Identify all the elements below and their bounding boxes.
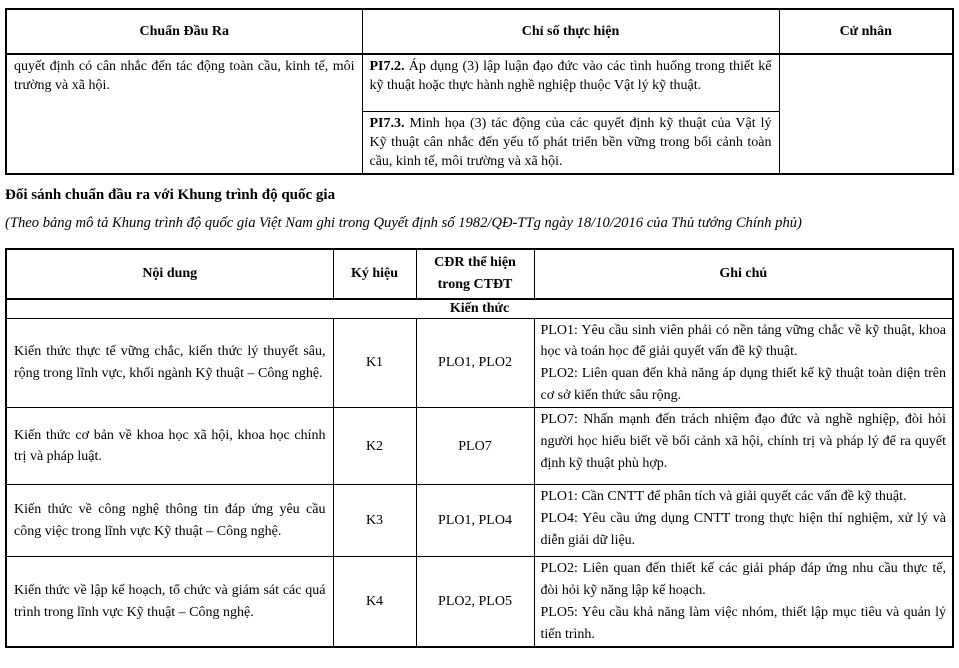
ghi-chu-line: PLO1: Cần CNTT để phân tích và giải quyết các vấn đề kỹ thuật. — [540, 489, 907, 505]
nqf-mapping-table — [5, 248, 954, 648]
cdr-cell-k1: PLO1, PLO2 — [416, 318, 534, 408]
cdr-cell-k2: PLO7 — [416, 408, 534, 485]
ky-hieu-cell-k2: K2 — [333, 408, 416, 485]
indicator-text-pi73: Minh họa (3) tác động của các quyết định kỹ thuật của Vật lý Kỹ thuật cân nhắc đến yếu tố phát triển bền vững trong bối cảnh toàn cầu, kinh tế, môi trường và xã hội. — [369, 115, 772, 169]
group-label-kien-thuc: Kiến thức — [6, 299, 953, 319]
section-note: (Theo bảng mô tả Khung trình độ quốc gia Việt Nam ghi trong Quyết định số 1982/QĐ-TTg ngày 18/10/2016 của Thủ tướng Chính phủ) — [5, 215, 802, 232]
indicator-cell-pi73 — [362, 111, 779, 174]
noi-dung-cell-k4: Kiến thức về lập kế hoạch, tổ chức và giám sát các quá trình trong lĩnh vực Kỹ thuật – Công nghệ. — [6, 557, 333, 647]
table1-header-row — [6, 9, 953, 54]
ghi-chu-line: PLO4: Yêu cầu ứng dụng CNTT trong thực hiện thí nghiệm, xử lý và diễn giải dữ liệu. — [540, 511, 946, 548]
table2-group-row — [6, 299, 953, 319]
indicator-label-pi72: PI7.2. — [369, 59, 405, 74]
table1-row-pi72 — [6, 54, 953, 111]
ky-hieu-cell-k1: K1 — [333, 318, 416, 408]
table1-header-cu-nhan: Cử nhân — [779, 9, 953, 54]
ghi-chu-cell-k2 — [534, 408, 953, 485]
cdr-cell-k4: PLO2, PLO5 — [416, 557, 534, 647]
table-row — [6, 485, 953, 557]
ky-hieu-cell-k3: K3 — [333, 485, 416, 557]
outcomes-indicators-table — [5, 8, 954, 175]
noi-dung-cell-k3: Kiến thức về công nghệ thông tin đáp ứng yêu cầu công việc trong lĩnh vực Kỹ thuật – Công nghệ. — [6, 485, 333, 557]
table2-header-ghi-chu: Ghi chú — [534, 249, 953, 298]
noi-dung-cell-k1: Kiến thức thực tế vững chắc, kiến thức lý thuyết sâu, rộng trong lĩnh vực, khối ngành Kỹ thuật – Công nghệ. — [6, 318, 333, 408]
ghi-chu-line: PLO1: Yêu cầu sinh viên phải có nền tảng vững chắc về kỹ thuật, khoa học và toán học để giải quyết vấn đề kỹ thuật. — [540, 322, 946, 360]
table2-header-noi-dung: Nội dung — [6, 249, 333, 298]
table-row — [6, 557, 953, 647]
table-row — [6, 318, 953, 408]
ghi-chu-cell-k3 — [534, 485, 953, 557]
ghi-chu-line: PLO7: Nhấn mạnh đến trách nhiệm đạo đức và nghề nghiệp, đòi hỏi người học hiểu biết về bối cảnh xã hội, chính trị và pháp lý để ra quyết định kỹ thuật phù hợp. — [540, 412, 946, 471]
ghi-chu-line: PLO2: Liên quan đến thiết kế các giải pháp đáp ứng nhu cầu thực tế, đòi hỏi kỹ năng lập kế hoạch. — [540, 561, 946, 599]
table2-header-row — [6, 249, 953, 298]
ghi-chu-cell-k1 — [534, 318, 953, 408]
indicator-label-pi73: PI7.3. — [369, 115, 405, 131]
indicator-cell-pi72 — [362, 54, 779, 111]
table1-header-chuan-dau-ra: Chuẩn Đầu Ra — [6, 9, 362, 54]
cdr-cell-k3: PLO1, PLO4 — [416, 485, 534, 557]
section-heading: Đối sánh chuẩn đầu ra với Khung trình độ quốc gia — [5, 186, 336, 203]
table-row — [6, 408, 953, 485]
cu-nhan-cell — [779, 54, 953, 174]
noi-dung-cell-k2: Kiến thức cơ bản về khoa học xã hội, khoa học chính trị và pháp luật. — [6, 408, 333, 485]
ky-hieu-cell-k4: K4 — [333, 557, 416, 647]
ghi-chu-line: PLO2: Liên quan đến khả năng áp dụng thiết kế kỹ thuật toàn diện trên cơ sở kiến thức sâu rộng. — [540, 366, 946, 403]
indicator-text-pi72: Áp dụng (3) lập luận đạo đức vào các tình huống trong thiết kế kỹ thuật hoặc thực hành nghề nghiệp thuộc Vật lý kỹ thuật. — [369, 59, 772, 94]
table2-header-cdr: CĐR thể hiện trong CTĐT — [416, 249, 534, 298]
ghi-chu-cell-k4 — [534, 557, 953, 647]
table1-header-chi-so-thuc-hien: Chỉ số thực hiện — [362, 9, 779, 54]
outcome-cell: quyết định có cân nhắc đến tác động toàn cầu, kinh tế, môi trường và xã hội. — [6, 54, 362, 174]
table2-header-ky-hieu: Ký hiệu — [333, 249, 416, 298]
ghi-chu-line: PLO5: Yêu cầu khả năng làm việc nhóm, thiết lập mục tiêu và quản lý tiến trình. — [540, 604, 946, 642]
